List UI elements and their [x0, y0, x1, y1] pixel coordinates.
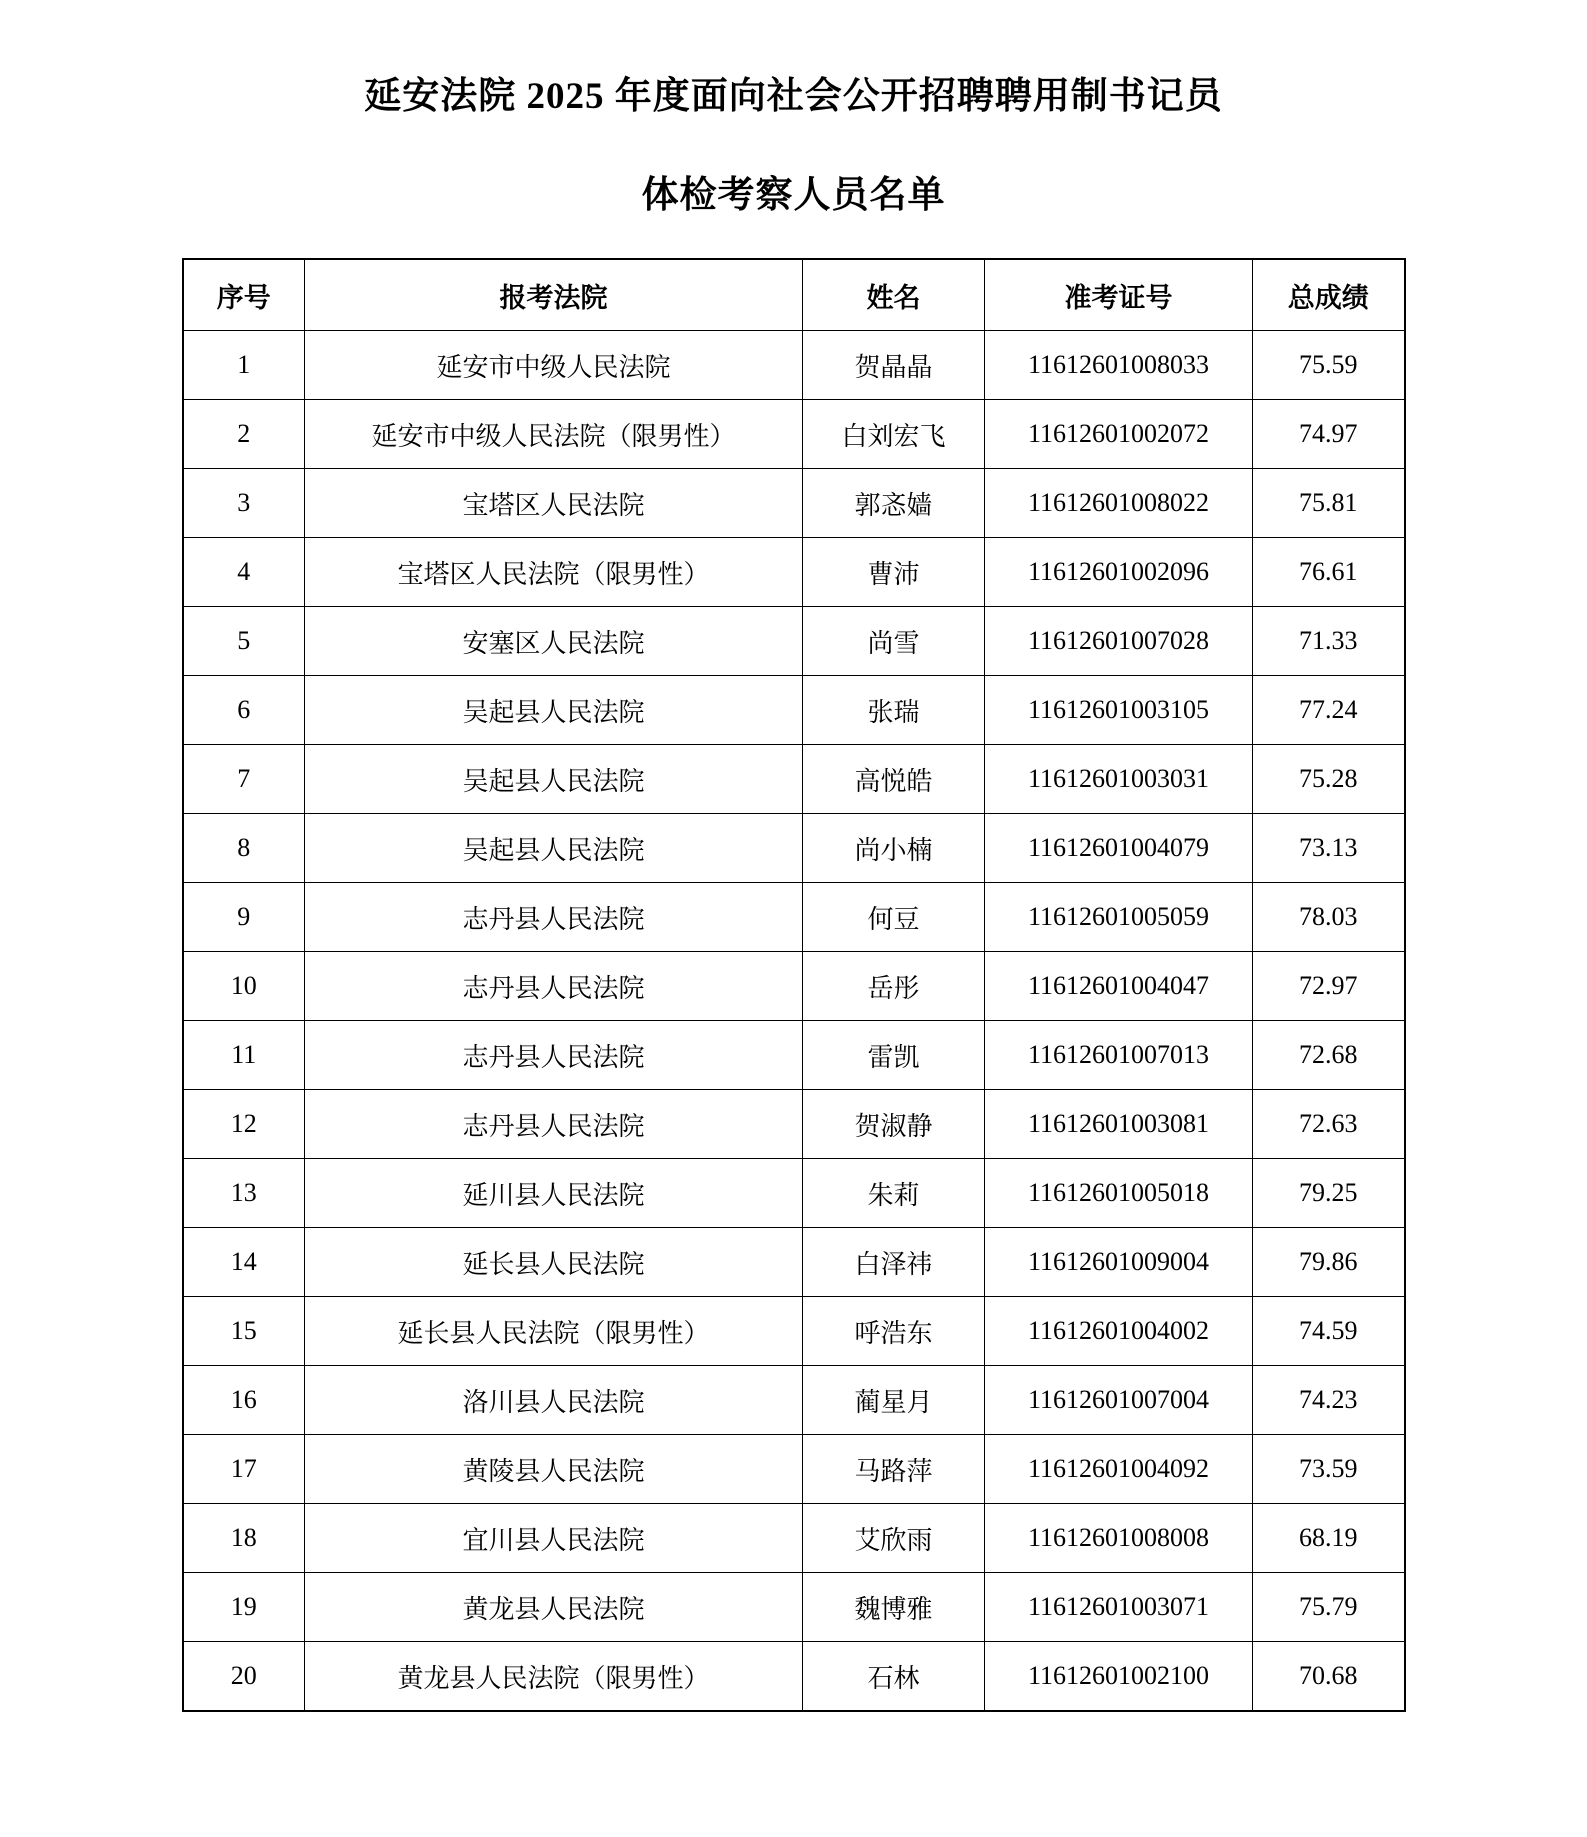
cell-name: 马路萍	[803, 1435, 985, 1504]
cell-ticket-number: 11612601002096	[985, 538, 1253, 607]
column-header-name: 姓名	[803, 259, 985, 331]
cell-ticket-number: 11612601003071	[985, 1573, 1253, 1642]
cell-index: 10	[183, 952, 305, 1021]
roster-table	[182, 258, 1406, 1712]
cell-court: 宜川县人民法院	[305, 1504, 803, 1573]
cell-name: 尚小楠	[803, 814, 985, 883]
cell-index: 9	[183, 883, 305, 952]
cell-ticket-number: 11612601005018	[985, 1159, 1253, 1228]
table-row	[183, 1366, 1405, 1435]
cell-court: 志丹县人民法院	[305, 883, 803, 952]
cell-index: 19	[183, 1573, 305, 1642]
cell-total-score: 71.33	[1253, 607, 1405, 676]
cell-index: 18	[183, 1504, 305, 1573]
cell-name: 何豆	[803, 883, 985, 952]
cell-court: 吴起县人民法院	[305, 676, 803, 745]
cell-index: 1	[183, 331, 305, 400]
table-header	[183, 259, 1405, 331]
cell-court: 延长县人民法院（限男性）	[305, 1297, 803, 1366]
cell-ticket-number: 11612601004047	[985, 952, 1253, 1021]
cell-ticket-number: 11612601003105	[985, 676, 1253, 745]
cell-ticket-number: 11612601004002	[985, 1297, 1253, 1366]
cell-index: 11	[183, 1021, 305, 1090]
table-row	[183, 538, 1405, 607]
cell-total-score: 72.63	[1253, 1090, 1405, 1159]
cell-ticket-number: 11612601007028	[985, 607, 1253, 676]
table-row	[183, 745, 1405, 814]
table-row	[183, 1573, 1405, 1642]
table-row	[183, 607, 1405, 676]
cell-name: 艾欣雨	[803, 1504, 985, 1573]
cell-index: 2	[183, 400, 305, 469]
cell-court: 吴起县人民法院	[305, 745, 803, 814]
table-row	[183, 952, 1405, 1021]
table-row	[183, 1159, 1405, 1228]
cell-court: 吴起县人民法院	[305, 814, 803, 883]
column-header-index: 序号	[183, 259, 305, 331]
cell-ticket-number: 11612601008008	[985, 1504, 1253, 1573]
cell-index: 5	[183, 607, 305, 676]
cell-total-score: 70.68	[1253, 1642, 1405, 1712]
cell-total-score: 72.97	[1253, 952, 1405, 1021]
cell-ticket-number: 11612601003031	[985, 745, 1253, 814]
cell-total-score: 75.81	[1253, 469, 1405, 538]
cell-index: 13	[183, 1159, 305, 1228]
cell-total-score: 73.13	[1253, 814, 1405, 883]
cell-total-score: 77.24	[1253, 676, 1405, 745]
cell-total-score: 79.25	[1253, 1159, 1405, 1228]
column-header-total-score: 总成绩	[1253, 259, 1405, 331]
cell-court: 延川县人民法院	[305, 1159, 803, 1228]
cell-index: 6	[183, 676, 305, 745]
table-row	[183, 1228, 1405, 1297]
cell-ticket-number: 11612601002072	[985, 400, 1253, 469]
cell-total-score: 79.86	[1253, 1228, 1405, 1297]
cell-ticket-number: 11612601003081	[985, 1090, 1253, 1159]
cell-ticket-number: 11612601008033	[985, 331, 1253, 400]
cell-court: 安塞区人民法院	[305, 607, 803, 676]
cell-ticket-number: 11612601007013	[985, 1021, 1253, 1090]
column-header-ticket-number: 准考证号	[985, 259, 1253, 331]
cell-name: 白刘宏飞	[803, 400, 985, 469]
cell-total-score: 75.59	[1253, 331, 1405, 400]
table-header-row	[183, 259, 1405, 331]
table-row	[183, 814, 1405, 883]
cell-total-score: 76.61	[1253, 538, 1405, 607]
cell-court: 黄龙县人民法院	[305, 1573, 803, 1642]
table-row	[183, 1297, 1405, 1366]
table-row	[183, 469, 1405, 538]
table-row	[183, 1642, 1405, 1712]
cell-total-score: 78.03	[1253, 883, 1405, 952]
cell-ticket-number: 11612601008022	[985, 469, 1253, 538]
cell-total-score: 74.97	[1253, 400, 1405, 469]
cell-index: 16	[183, 1366, 305, 1435]
cell-court: 宝塔区人民法院（限男性）	[305, 538, 803, 607]
document-title	[0, 78, 1587, 214]
table-row	[183, 331, 1405, 400]
cell-name: 贺晶晶	[803, 331, 985, 400]
column-header-court: 报考法院	[305, 259, 803, 331]
cell-court: 延长县人民法院	[305, 1228, 803, 1297]
cell-index: 12	[183, 1090, 305, 1159]
cell-total-score: 75.28	[1253, 745, 1405, 814]
title-line-1: 延安法院 2025 年度面向社会公开招聘聘用制书记员	[364, 76, 1223, 117]
cell-name: 蔺星月	[803, 1366, 985, 1435]
cell-index: 7	[183, 745, 305, 814]
table-row	[183, 1021, 1405, 1090]
cell-ticket-number: 11612601005059	[985, 883, 1253, 952]
cell-name: 尚雪	[803, 607, 985, 676]
cell-name: 雷凯	[803, 1021, 985, 1090]
table-row	[183, 883, 1405, 952]
cell-total-score: 73.59	[1253, 1435, 1405, 1504]
cell-court: 志丹县人民法院	[305, 952, 803, 1021]
cell-name: 贺淑静	[803, 1090, 985, 1159]
roster-table-container	[0, 258, 1587, 1712]
cell-court: 延安市中级人民法院	[305, 331, 803, 400]
cell-ticket-number: 11612601004079	[985, 814, 1253, 883]
cell-court: 洛川县人民法院	[305, 1366, 803, 1435]
table-row	[183, 1504, 1405, 1573]
cell-court: 黄龙县人民法院（限男性）	[305, 1642, 803, 1712]
cell-name: 曹沛	[803, 538, 985, 607]
table-row	[183, 676, 1405, 745]
cell-court: 志丹县人民法院	[305, 1090, 803, 1159]
table-row	[183, 1435, 1405, 1504]
cell-ticket-number: 11612601004092	[985, 1435, 1253, 1504]
cell-name: 石林	[803, 1642, 985, 1712]
cell-index: 20	[183, 1642, 305, 1712]
cell-total-score: 68.19	[1253, 1504, 1405, 1573]
table-row	[183, 1090, 1405, 1159]
cell-name: 魏博雅	[803, 1573, 985, 1642]
cell-court: 志丹县人民法院	[305, 1021, 803, 1090]
cell-index: 8	[183, 814, 305, 883]
cell-court: 黄陵县人民法院	[305, 1435, 803, 1504]
cell-court: 延安市中级人民法院（限男性）	[305, 400, 803, 469]
cell-total-score: 75.79	[1253, 1573, 1405, 1642]
cell-name: 高悦皓	[803, 745, 985, 814]
cell-total-score: 72.68	[1253, 1021, 1405, 1090]
table-row	[183, 400, 1405, 469]
cell-ticket-number: 11612601009004	[985, 1228, 1253, 1297]
table-body	[183, 331, 1405, 1712]
cell-index: 17	[183, 1435, 305, 1504]
cell-total-score: 74.23	[1253, 1366, 1405, 1435]
cell-index: 15	[183, 1297, 305, 1366]
title-line-2: 体检考察人员名单	[641, 175, 946, 216]
cell-court: 宝塔区人民法院	[305, 469, 803, 538]
cell-name: 郭忞嫱	[803, 469, 985, 538]
cell-name: 朱莉	[803, 1159, 985, 1228]
cell-name: 呼浩东	[803, 1297, 985, 1366]
cell-index: 4	[183, 538, 305, 607]
cell-name: 张瑞	[803, 676, 985, 745]
cell-name: 白泽祎	[803, 1228, 985, 1297]
cell-ticket-number: 11612601002100	[985, 1642, 1253, 1712]
cell-ticket-number: 11612601007004	[985, 1366, 1253, 1435]
cell-index: 3	[183, 469, 305, 538]
cell-name: 岳彤	[803, 952, 985, 1021]
cell-total-score: 74.59	[1253, 1297, 1405, 1366]
cell-index: 14	[183, 1228, 305, 1297]
